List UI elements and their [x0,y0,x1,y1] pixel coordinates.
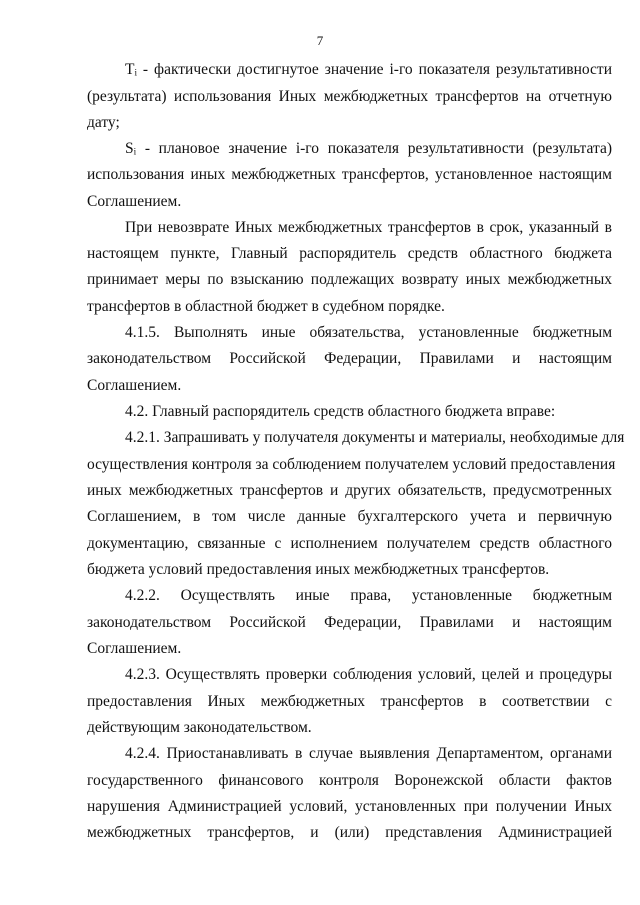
text-line: принимает меры по взысканию подлежащих возврату иных межбюджетных [87,271,612,288]
text-line: документацию, связанные с исполнением получателем средств областного [87,535,612,552]
text-line: осуществления контроля за соблюдением получателем условий предоставления [87,456,616,473]
text-line: настоящем пункте, Главный распорядитель средств областного бюджета [87,245,612,262]
text-line: (результата) использования Иных межбюджетных трансфертов на отчетную [87,88,612,105]
text-line: дату; [87,114,120,131]
text-line: нарушения Администрацией условий, установленных при получении Иных [87,798,612,815]
text-line: государственного финансового контроля Воронежской области фактов [87,772,612,789]
text-line: Соглашением, в том числе данные бухгалтерского учета и первичную [87,508,612,525]
text-line: При невозврате Иных межбюджетных трансфертов в срок, указанный в [125,219,612,236]
text-line: предоставления Иных межбюджетных трансфертов в соответствии с [87,693,612,710]
text-line: 4.2.4. Приостанавливать в случае выявления Департаментом, органами [125,745,612,762]
text-line: законодательством Российской Федерации, Правилами и настоящим [87,350,612,367]
text-line: 4.2.3. Осуществлять проверки соблюдения условий, целей и процедуры [125,666,612,683]
text-line: 4.1.5. Выполнять иные обязательства, установленные бюджетным [125,324,612,341]
page-number: 7 [316,33,324,48]
text-line: 4.2. Главный распорядитель средств областного бюджета вправе: [125,403,556,420]
text-line: 4.2.1. Запрашивать у получателя документы и материалы, необходимые для [125,429,625,446]
text-line: Соглашением. [87,640,182,657]
text-line: трансфертов в областной бюджет в судебном порядке. [87,298,445,315]
text-line: бюджета условий предоставления иных межбюджетных трансфертов. [87,561,550,578]
text-line: иных межбюджетных трансфертов и других обязательств, предусмотренных [87,482,612,499]
text-line: Соглашением. [87,377,182,394]
text-line: Tᵢ - фактически достигнутое значение i-го показателя результативности [125,61,612,78]
text-line: законодательством Российской Федерации, Правилами и настоящим [87,614,612,631]
text-line: использования иных межбюджетных трансфертов, установленное настоящим [87,166,612,183]
text-line: действующим законодательством. [87,719,312,736]
text-line: Соглашением. [87,193,182,210]
text-line: межбюджетных трансфертов, и (или) представления Администрацией [87,824,612,841]
text-line: 4.2.2. Осуществлять иные права, установленные бюджетным [125,587,612,604]
text-line: Sᵢ - плановое значение i-го показателя результативности (результата) [125,140,612,157]
